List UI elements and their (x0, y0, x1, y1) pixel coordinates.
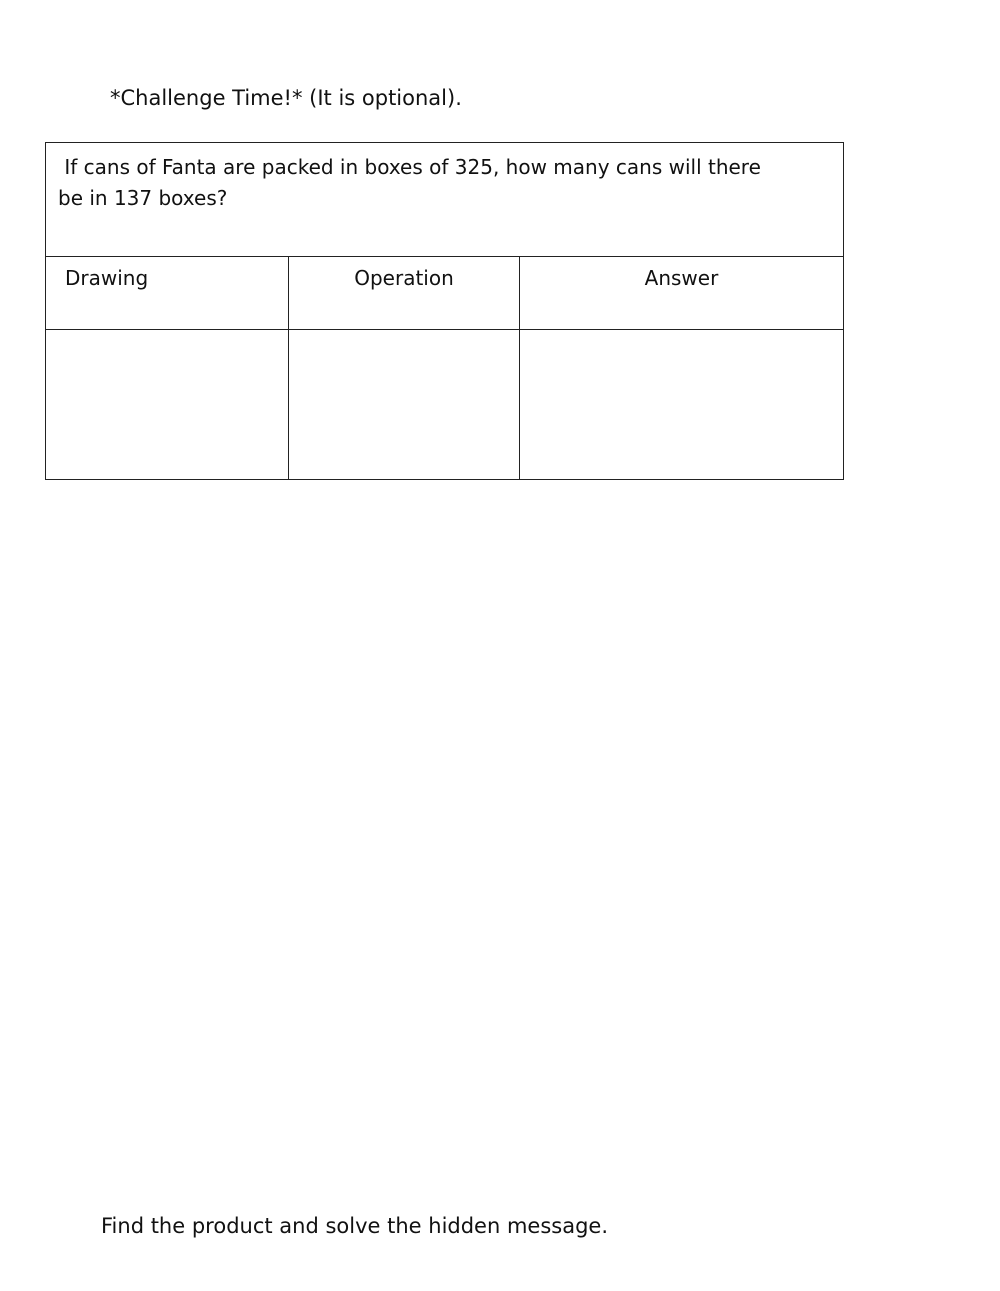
operation-cell[interactable] (289, 330, 520, 479)
problem-line-2: be in 137 boxes? (58, 186, 228, 210)
header-operation: Operation (289, 257, 520, 330)
drawing-cell[interactable] (46, 330, 289, 479)
problem-table (45, 142, 844, 480)
header-drawing: Drawing (46, 257, 289, 330)
hidden-message-instruction: Find the product and solve the hidden message. (101, 1214, 609, 1238)
header-answer: Answer (520, 257, 843, 330)
problem-line-1: If cans of Fanta are packed in boxes of 325, how many cans will there (58, 155, 761, 179)
challenge-heading: *Challenge Time!* (It is optional). (110, 86, 462, 110)
answer-cell[interactable] (520, 330, 843, 479)
problem-statement (46, 143, 843, 257)
